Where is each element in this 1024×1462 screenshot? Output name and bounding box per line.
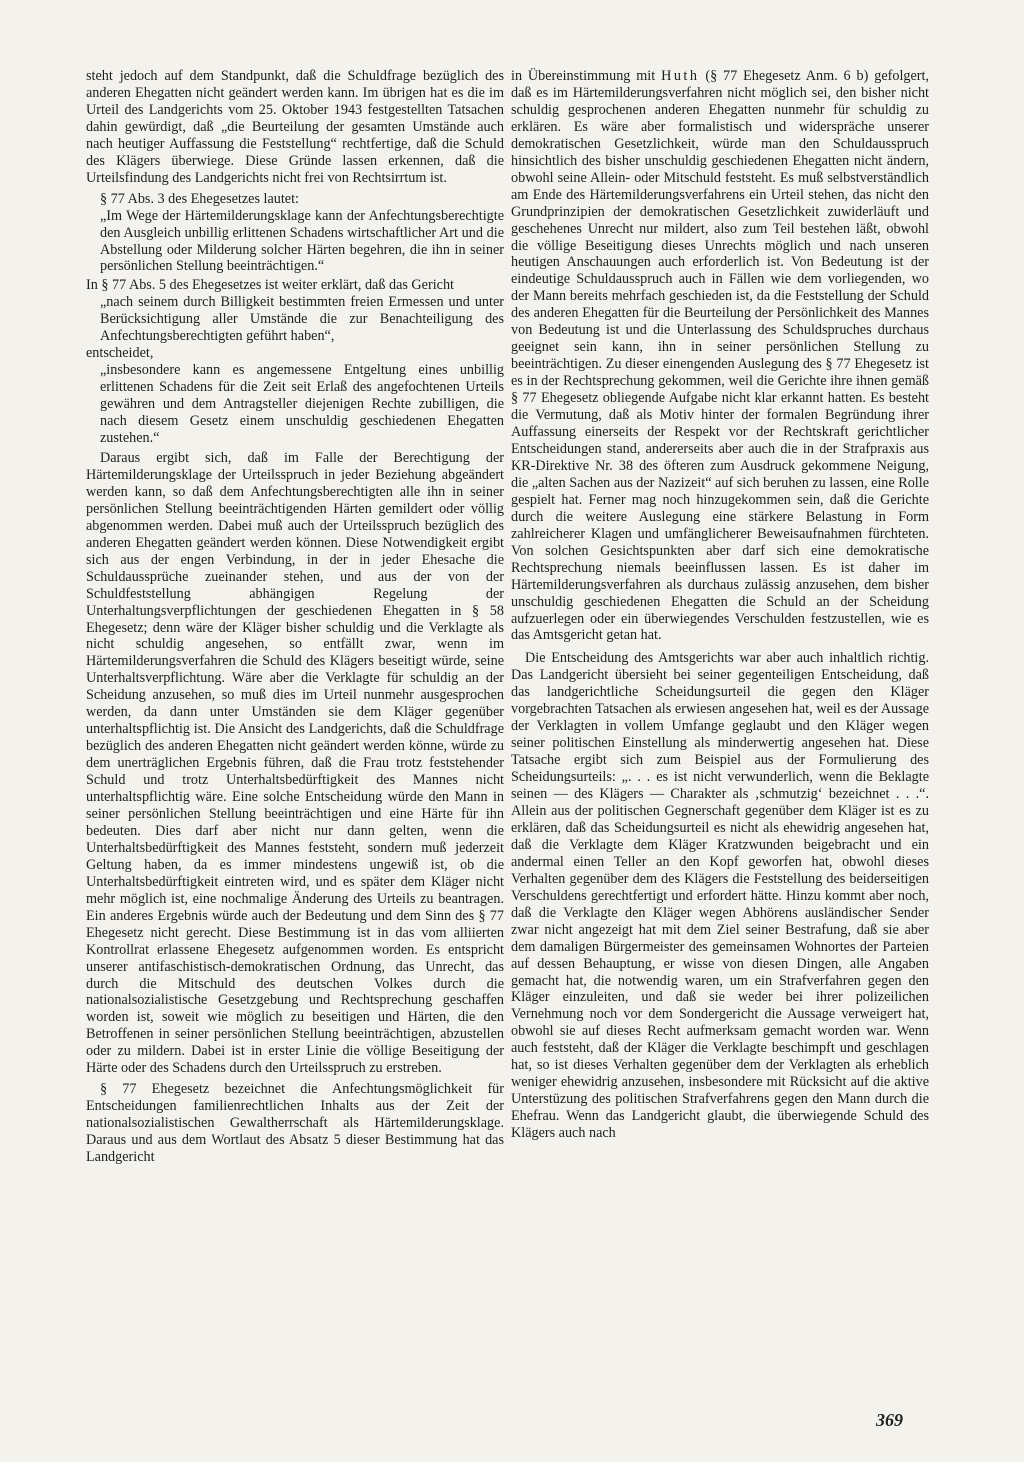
paragraph: Daraus ergibt sich, daß im Falle der Berechtigung der Härtemilderungsklage der Urteilsspruch in jeder Beziehung abgeändert werden kann, so daß dem Anfechtungsberechtigten alle ihn in seiner persönlichen Stellung beeinträchtigenden Härten gemildert oder völlig abgenommen werden. Dabei muß auch der Urteilsspruch bezüglich des anderen Ehegatten geändert werden können. Diese Notwendigkeit ergibt sich aus der engen Verbindung, in der in jeder Ehesache die Schuldaussprüche zueinander stehen, und aus der von der Schuldfeststellung abhängigen Regelung der Unterhaltungsverpflichtungen der geschiedenen Ehegatten in § 58 Ehegesetz; denn wäre der Kläger bisher schuldig und die Verklagte als nicht schuldig angesehen, so entfällt zwar, wenn im Härtemilderungsverfahren die Schuld des Klägers beseitigt würde, seine Unterhaltsverpflichtung. Wäre aber die Verklagte für schuldig an der Scheidung anzusehen, so muß dies im Urteil nunmehr ausgesprochen werden, da dann unter Umständen sie dem Kläger gegenüber unterhaltspflichtig ist. Die Ansicht des Landgerichts, daß die Schuldfrage bezüglich des anderen Ehegatten nicht geändert werden könne, würde zu dem unerträglichen Ergebnis führen, daß die Frau trotz feststehender Schuld und trotz Unterhaltsbedürftigkeit des Mannes nicht unterhaltspflichtig wäre. Eine solche Entscheidung würde den Mann in seiner persönlichen Stellung beeinträchtigen und eine Härte für ihn bedeuten. Dies darf aber nicht nur dann gelten, wenn die Unterhaltsbedürftigkeit des Mannes feststeht, sondern muß jederzeit Geltung haben, da es immer mindestens ungewiß ist, ob die Unterhaltsbedürftigkeit eintreten wird, und es später dem Kläger nicht mehr möglich ist, eine nochmalige Änderung des Urteils zu beantragen. Ein anderes Ergebnis würde auch der Bedeutung und dem Sinn des § 77 Ehegesetz nicht gerecht. Diese Bestimmung ist in das vom alliierten Kontrollrat erlassene Ehegesetz aufgenommen worden. Es entspricht unserer antifaschistisch-demokratischen Ordnung, das Unrecht, das durch die Mitschuld des deutschen Volkes durch die nationalsozialistische Gesetzgebung und Rechtsprechung geschaffen worden ist, soweit wie möglich zu beseitigen und Härten, die den Betroffenen in seiner persönlichen Stellung beeinträchtigen, abzustellen oder zu mildern. Dabei ist in erster Linie die völlige Beseitigung der Härte oder des Schadens durch den Urteilsspruch zu erstreben. [86,449,504,1077]
paragraph [511,68,929,644]
quotation: „Im Wege der Härtemilderungsklage kann der Anfechtungsberechtigte den Ausgleich unbillig erlittenen Schadens wirtschaftlicher Art und die Abstellung oder Milderung solcher Härten begehren, die ihn in seiner persönlichen Stellung beeinträchtigen.“ [100,207,504,275]
text-span: (§ 77 Ehegesetz Anm. 6 b) gefolgert, daß es im Härtemilderungsverfahren nicht möglich sei, den bisher nicht schuldig gesprochenen anderen Ehegatten nunmehr für schuldig zu erklären. Es wäre aber formalistisch und widerspräche unserer demokratischen Gesetzlichkeit, würde man den Schuldausspruch hinsichtlich des bisher unschuldig geschiedenen Ehegatten nicht ändern, obwohl seine Allein- oder Mitschuld feststeht. Es muß selbstverständlich am Ende des Härtemilderungsverfahrens ein Urteil stehen, das nicht den Grundprinzipien der demokratischen Gesetzlichkeit zuwiderläuft und geschehenes Unrecht nur mildert, also zum Teil bestehen läßt, obwohl die völlige Beseitigung dieses Unrechts möglich und nach unseren heutigen Anschauungen auch erforderlich ist. Von Bedeutung ist der eindeutige Schuldausspruch auch in Fällen wie dem vorliegenden, wo der Mann bereits mehrfach geschieden ist, da die Feststellung der Schuld des anderen Ehegatten für die Beurteilung der Persönlichkeit des Mannes von Bedeutung ist und die Unterlassung des Schuldspruches durchaus geeignet sein kann, ihn in seiner persönlichen Stellung zu beeinträchtigen. Zu dieser einengenden Auslegung des § 77 Ehegesetz ist es in der Rechtsprechung gekommen, weil die Gerichte ihre ihnen gemäß § 77 Ehegesetz obliegende Aufgabe nicht klar erkannt hatten. Es besteht die Vermutung, daß als Motiv hinter der formalen Begründung ihrer Auffassung einerseits der Respekt vor der Rechtskraft gerichtlicher Entscheidungen stand, andererseits aber auch die in der Strafpraxis aus KR-Direktive Nr. 38 des öfteren zum Ausdruck gekommene Neigung, die „alten Sachen aus der Nazizeit“ auf sich beruhen zu lassen, eine Rolle gespielt hat. Ferner mag noch hinzugekommen sein, daß die Gerichte durch die weitere Auslegung eine stärkere Belastung in Form zahlreicherer Klagen und umfänglicherer Beweisaufnahmen fürchteten. Von solchen Gesichtspunkten aber darf sich eine demokratische Rechtsprechung niemals beeinflussen lassen. Es ist daher im Härtemilderungsverfahren als durchaus zulässig anzusehen, dem bisher unschuldig geschiedenen Ehegatten die Schuld an der Scheidung aufzuerlegen oder ein überwiegendes Verschulden festzustellen, wie es das Amtsgericht getan hat. [511,68,929,644]
paragraph: In § 77 Abs. 5 des Ehegesetzes ist weiter erklärt, daß das Gericht [86,277,454,294]
quotation: „insbesondere kann es angemessene Entgeltung eines unbillig erlittenen Schadens für die Zeit seit Erlaß des angefochtenen Urteils gewähren und dem Antragsteller diejenigen Rechte zubilligen, die nach diesem Gesetz einem unschuldig geschiedenen Ehegatten zustehen.“ [100,362,504,447]
paragraph: § 77 Abs. 3 des Ehegesetzes lautet: [100,190,299,207]
text-span: in Übereinstimmung mit [511,68,656,84]
page-number: 369 [876,1410,903,1430]
right-column [511,68,929,1142]
paragraph: § 77 Ehegesetz bezeichnet die Anfechtungsmöglichkeit für Entscheidungen familienrechtlichen Inhalts aus der Zeit der nationalsozialistischen Gewaltherrschaft als Härtemilderungsklage. Daraus und aus dem Wortlaut des Absatz 5 dieser Bestimmung hat das Landgericht [86,1081,504,1166]
quotation: „nach seinem durch Billigkeit bestimmten freien Ermessen und unter Berücksichtigung aller Umstände die zur Benachteiligung des Anfechtungsberechtigten geführt haben“, [100,294,504,345]
author-name: Huth [661,68,700,84]
paragraph: entscheidet, [86,345,154,362]
left-column [86,68,504,1166]
paragraph: steht jedoch auf dem Standpunkt, daß die Schuldfrage bezüglich des anderen Ehegatten nicht geändert werden kann. Im übrigen hat es die im Urteil des Landgerichts vom 25. Oktober 1943 festgestellten Tatsachen dahin gewürdigt, daß „die Beurteilung der gesamten Umstände auch nach heutiger Auffassung die Feststellung“ rechtfertige, daß die Schuld des Klägers überwiege. Diese Gründe lassen erkennen, daß die Urteilsfindung des Landgerichts nicht frei von Rechtsirrtum ist. [86,68,504,186]
paragraph: Die Entscheidung des Amtsgerichts war aber auch inhaltlich richtig. Das Landgericht übersieht bei seiner gegenteiligen Entscheidung, daß das landgerichtliche Scheidungsurteil die gegen den Kläger vorgebrachten Tatsachen als erwiesen angesehen hat, weil es der Aussage der Verklagten in vollem Umfange geglaubt und den Kläger wegen seiner politischen Einstellung als minderwertig angesehen hat. Diese Tatsache ergibt sich zum Beispiel aus der Formulierung des Scheidungsurteils: „. . . es ist nicht verwunderlich, wenn die Beklagte seinen — des Klägers — Charakter als ‚schmutzig‘ bezeichnet . . .“. Allein aus der politischen Gegnerschaft gegenüber dem Kläger ist es zu erklären, daß das Scheidungsurteil es nicht als ehewidrig angesehen hat, daß die Verklagte dem Kläger Kratzwunden beigebracht und ein andermal einen Teller an den Kopf geworfen hat, obwohl dieses Verhalten gegenüber dem des Klägers die Feststellung des beiderseitigen Verschuldens gerechtfertigt und erfordert hätte. Hinzu kommt aber noch, daß die Verklagte den Kläger wegen Abhörens ausländischer Sender zwar nicht angezeigt hat mit dem Ziel seiner Bestrafung, daß sie aber dem damaligen Bürgermeister des gemeinsamen Wohnortes der Parteien auf dessen Behauptung, er wisse von diesen Dingen, alle Angaben gemacht hat, die notwendig waren, um ein Strafverfahren gegen den Kläger einzuleiten, und daß sie weder bei ihrer polizeilichen Vernehmung noch vor dem Sondergericht die Aussage verweigert hat, obwohl sie auf dieses Recht aufmerksam gemacht worden war. Wenn auch feststeht, daß der Kläger die Verklagte beschimpft und geschlagen hat, so ist dieses Verhalten gegenüber dem der Verklagten als erheblich weniger ehewidrig anzusehen, insbesondere mit Rücksicht auf die aktive Unterstüzung des politischen Strafverfahrens gegen den Mann durch die Ehefrau. Wenn das Landgericht glaubt, die überwiegende Schuld des Klägers auch nach [511,650,929,1142]
